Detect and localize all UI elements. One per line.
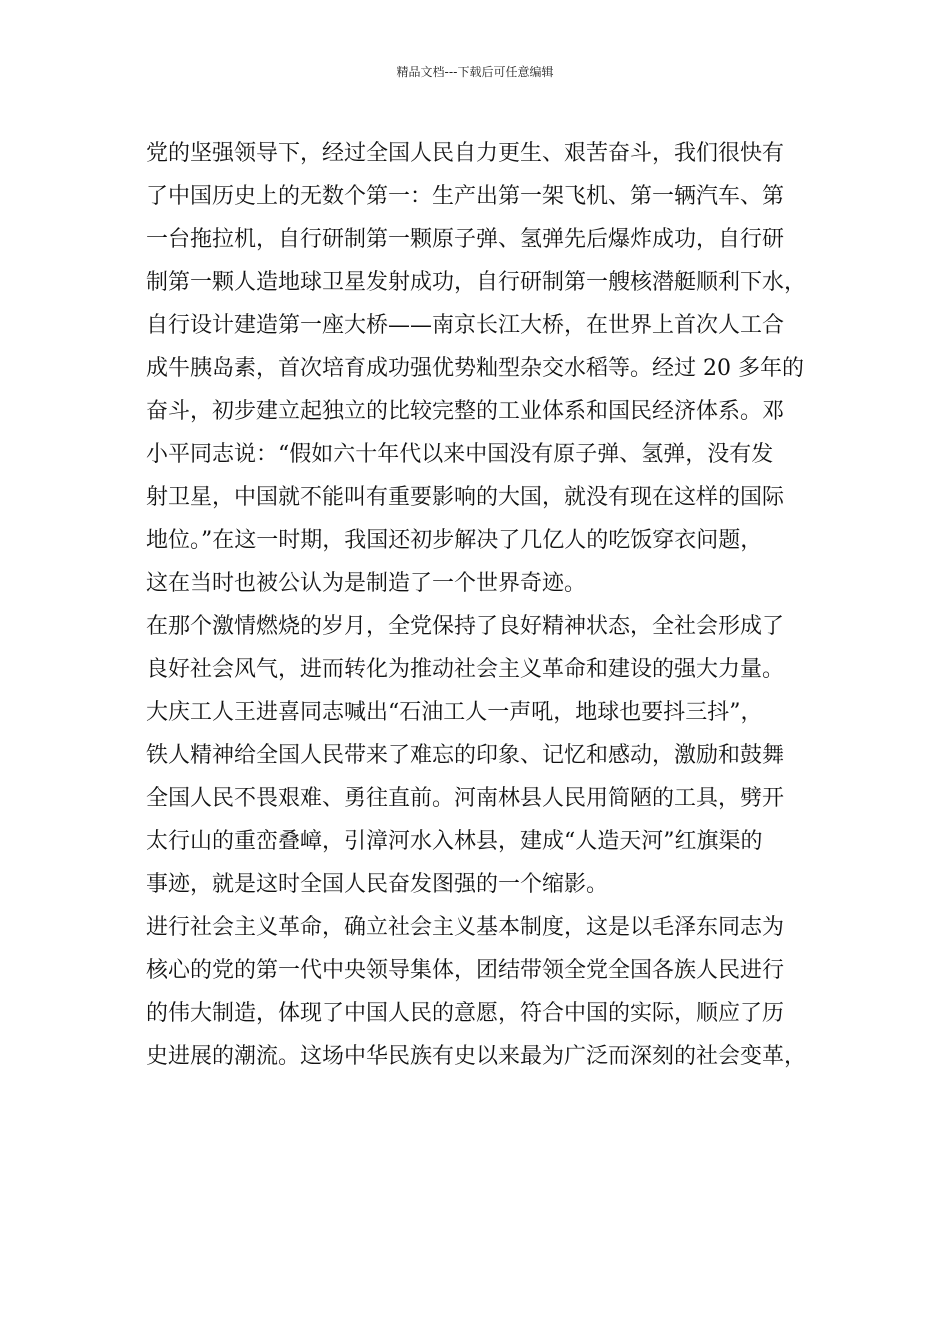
text-line: 核心的党的第一代中央领导集体，团结带领全党全国各族人民进行: [146, 958, 785, 983]
text-line: 奋斗，初步建立起独立的比较完整的工业体系和国民经济体系。邓: [146, 399, 785, 424]
text-line: 进行社会主义革命，确立社会主义基本制度，这是以毛泽东同志为: [146, 915, 785, 940]
text-line: 制第一颗人造地球卫星发射成功，自行研制第一艘核潜艇顺利下水，: [146, 270, 807, 295]
text-line: 小平同志说：“假如六十年代以来中国没有原子弹、氢弹，没有发: [146, 442, 774, 467]
text-line: 铁人精神给全国人民带来了难忘的印象、记忆和感动，激励和鼓舞: [146, 743, 785, 768]
text-line: 了中国历史上的无数个第一：生产出第一架飞机、第一辆汽车、第: [146, 184, 785, 209]
text-line: 党的坚强领导下，经过全国人民自力更生、艰苦奋斗，我们很快有: [146, 141, 785, 166]
page-header: 精品文档---下载后可任意编辑: [396, 65, 554, 79]
paragraph-1: [146, 132, 818, 605]
text-line: 成牛胰岛素，首次培育成功强优势籼型杂交水稻等。经过 20 多年的: [146, 356, 804, 381]
text-line: 一台拖拉机，自行研制第一颗原子弹、氢弹先后爆炸成功，自行研: [146, 227, 785, 252]
text-line: 史进展的潮流。这场中华民族有史以来最为广泛而深刻的社会变革，: [146, 1044, 807, 1069]
text-line: 这在当时也被公认为是制造了一个世界奇迹。: [146, 571, 587, 596]
document-body: [146, 132, 818, 1078]
text-line: 在那个激情燃烧的岁月，全党保持了良好精神状态，全社会形成了: [146, 614, 785, 639]
text-line: 良好社会风气，进而转化为推动社会主义革命和建设的强大力量。: [146, 657, 785, 682]
text-line: 大庆工人王进喜同志喊出“石油工人一声吼，地球也要抖三抖”，: [146, 700, 763, 725]
text-line: 的伟大制造，体现了中国人民的意愿，符合中国的实际，顺应了历: [146, 1001, 785, 1026]
text-line: 太行山的重峦叠嶂，引漳河水入林县，建成“人造天河”红旗渠的: [146, 829, 763, 854]
paragraph-3: [146, 906, 818, 1078]
text-line: 事迹，就是这时全国人民奋发图强的一个缩影。: [146, 872, 609, 897]
paragraph-2: [146, 605, 818, 906]
text-line: 地位。”在这一时期，我国还初步解决了几亿人的吃饭穿衣问题，: [146, 528, 763, 553]
text-line: 全国人民不畏艰难、勇往直前。河南林县人民用简陋的工具，劈开: [146, 786, 785, 811]
text-line: 自行设计建造第一座大桥——南京长江大桥，在世界上首次人工合: [146, 313, 785, 338]
text-line: 射卫星，中国就不能叫有重要影响的大国，就没有现在这样的国际: [146, 485, 785, 510]
